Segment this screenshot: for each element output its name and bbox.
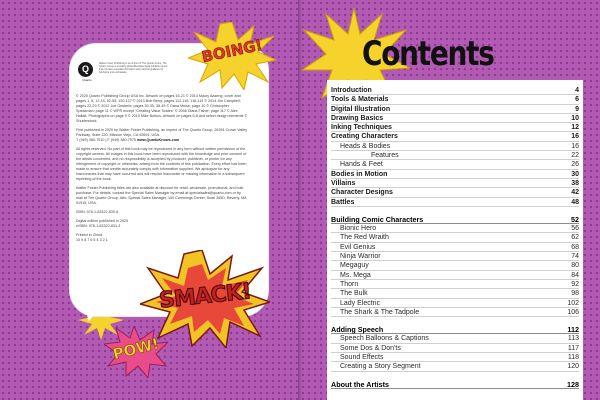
toc-section-heading[interactable]: [331, 380, 579, 389]
toc-item-page: 118: [567, 354, 579, 362]
toc-item-page: 16: [571, 142, 579, 150]
toc-item-title: Thorn: [340, 280, 359, 288]
toc-item-page: 128: [567, 379, 579, 389]
printed-in-text: Printed in China: [76, 233, 103, 237]
toc-item-title: Creating Characters: [331, 133, 398, 141]
boing-sound-effect: [188, 22, 276, 90]
toc-item-title: Building Comic Characters: [331, 214, 424, 224]
toc-item-title: Bionic Hero: [340, 225, 377, 233]
toc-item-title: The Red Wraith: [340, 234, 389, 242]
toc-item-page: 52: [571, 214, 579, 224]
toc-item-title: Sound Effects: [340, 354, 384, 362]
toc-item[interactable]: [331, 170, 579, 179]
toc-item-page: 68: [571, 243, 579, 251]
toc-item-page: 56: [571, 225, 579, 233]
toc-item-title: Heads & Bodies: [340, 142, 391, 150]
toc-section-gap: [331, 372, 579, 380]
toc-item-title: Character Designs: [331, 189, 393, 197]
toc-item-page: 84: [571, 271, 579, 279]
toc-subitem[interactable]: [331, 344, 579, 353]
toc-subitem[interactable]: [331, 308, 579, 317]
toc-item-title: Introduction: [331, 87, 372, 94]
toc-item-page: 38: [571, 179, 579, 187]
copyright-block: [76, 94, 248, 247]
toc-item-title: About the Artists: [331, 379, 390, 389]
digital-edition-text: Digital edition published in 2020: [76, 219, 129, 223]
toc-item-page: 4: [575, 87, 579, 94]
toc-item-page: 117: [567, 344, 579, 352]
toc-item-page: 16: [571, 133, 579, 141]
toc-subitem[interactable]: [331, 334, 579, 343]
toc-item[interactable]: [331, 105, 579, 114]
toc-section-heading[interactable]: [331, 215, 579, 224]
toc-item-title: Features: [371, 152, 399, 160]
toc-item-title: Megaguy: [340, 262, 369, 270]
table-of-contents: [331, 86, 579, 389]
first-published-text: First published in 2020 by Walter Foster Publishing, an imprint of The Quarto Group, 26391 Crown Valley Parkway, Suite 220, Mission Viejo, CA 92691, USA.: [76, 128, 248, 137]
toc-subitem[interactable]: [331, 151, 579, 160]
speech-balloon-tail: [81, 299, 106, 324]
toc-item-title: Creating a Story Segment: [340, 363, 421, 371]
toc-item-title: Ninja Warrior: [340, 253, 381, 261]
toc-item-title: Villains: [331, 179, 356, 187]
toc-item-page: 120: [567, 363, 579, 371]
toc-item-page: 113: [567, 335, 579, 343]
toc-item-title: Adding Speech: [331, 325, 384, 335]
toc-item-title: The Shark & The Tadpole: [340, 308, 420, 316]
quarto-q-icon: Q: [78, 62, 93, 77]
toc-item-page: 98: [571, 290, 579, 298]
toc-item-page: 9: [575, 105, 579, 113]
rights-paragraph: All rights reserved. No part of this book may be reproduced in any form without written permission of the copyright owners. All images in this book have been reproduced with the knowledge and prior consent of the artists concerned, and no responsibility is accepted by producer, publisher, or printer for any infringement of copyright or otherwise, arising from the contents of this publication. Every effort has been made to ensure that credits accurately comply with information supplied. We apologize for any inaccuracies that may have occurred and will resolve inaccurate or missing information in a subsequent reprinting of the book.: [76, 147, 247, 181]
toc-item[interactable]: [331, 123, 579, 132]
publisher-logo-name: Quarto: [82, 78, 92, 82]
toc-item[interactable]: [331, 86, 579, 95]
toc-item-page: 106: [567, 308, 579, 316]
toc-subitem[interactable]: [331, 289, 579, 298]
toc-item-title: Bodies in Motion: [331, 170, 388, 178]
toc-subitem[interactable]: [331, 142, 579, 151]
toc-item-page: 22: [571, 152, 579, 160]
toc-section-gap: [331, 317, 579, 325]
toc-section-gap: [331, 207, 579, 215]
pow-sound-effect: [104, 326, 168, 378]
copyright-paragraph: © 2020 Quarto Publishing Group USA Inc. Artwork on pages 16-21 © 2014 Maury Aaseng; cover and pages 1, 5, 12-15, 52-55, 120-127 © 2013 Bob Berry; pages 112-116, 118-119 © 2014 Jim Campbell; pages 22-29 © 2012 Joe Oesterle; pages 30-35, 38-49 © Dana Muise; page 10 © Christopher Speakman; page 11 © WPR except "Creating Value Scales" © 2006 Diana Fisher; page 117 © Alex Hallatt. Photographs on page 9 © 2010 Mike Butkus. Artwork on pages 6-8 and select design elements © Shutterstock.: [76, 94, 248, 123]
toc-item-title: Ms. Mega: [340, 271, 371, 279]
toc-item-title: Some Dos & Don'ts: [340, 344, 401, 352]
toc-item-page: 112: [567, 325, 579, 335]
toc-item-title: Speech Balloons & Captions: [340, 335, 429, 343]
toc-item-title: Drawing Basics: [331, 114, 384, 122]
toc-item-title: Lady Electric: [340, 299, 381, 307]
isbn-text: ISBN: 978-1-63322-830-6: [76, 210, 119, 214]
toc-item-title: Inking Techniques: [331, 124, 392, 132]
boing-text: BOING!: [200, 35, 264, 67]
toc-subitem[interactable]: [331, 299, 579, 308]
toc-subitem[interactable]: [331, 252, 579, 261]
toc-item[interactable]: [331, 188, 579, 197]
toc-subitem[interactable]: [331, 280, 579, 289]
toc-subitem[interactable]: [331, 261, 579, 270]
toc-subitem[interactable]: [331, 160, 579, 169]
toc-item-page: 74: [571, 253, 579, 261]
toc-item-page: 6: [575, 96, 579, 104]
first-published-paragraph: [76, 128, 248, 143]
toc-item-page: 62: [571, 234, 579, 242]
toc-item-title: Hands & Feet: [340, 161, 383, 169]
toc-item-page: 48: [571, 198, 579, 206]
toc-item[interactable]: [331, 95, 579, 104]
toc-item-page: 42: [571, 189, 579, 197]
toc-item-page: 10: [571, 114, 579, 122]
toc-item-title: Battles: [331, 198, 355, 206]
toc-subitem[interactable]: [331, 362, 579, 371]
toc-subitem[interactable]: [331, 233, 579, 242]
pow-text: POW!: [110, 334, 162, 364]
sales-paragraph: Walter Foster Publishing titles are also available at discount for retail, wholesale, promotional, and bulk purchase. For details, contact the Special Sales Manager by email at specialsales@quarto.com or by mail at The Quarto Group, Attn: Special Sales Manager, 100 Cummings Center, Suite 265D, Beverly, MA 01915, USA.: [76, 186, 247, 205]
toc-item-title: Digital Illustration: [331, 105, 391, 113]
toc-subitem[interactable]: [331, 243, 579, 252]
toc-item-page: 92: [571, 280, 579, 288]
toc-subitem[interactable]: [331, 224, 579, 233]
toc-subitem[interactable]: [331, 271, 579, 280]
website-link[interactable]: www.QuartoKnows.com: [136, 138, 180, 142]
printed-in-paragraph: [76, 233, 248, 243]
smack-text: SMACK!: [157, 279, 253, 314]
toc-item-title: Evil Genius: [340, 243, 376, 251]
toc-item[interactable]: [331, 198, 579, 207]
toc-item-page: 80: [571, 262, 579, 270]
book-spine-shadow: [298, 0, 302, 400]
page-title: Contents: [362, 34, 494, 74]
eisbn-text: eISBN: 978-1-63322-831-3: [76, 224, 121, 228]
toc-item[interactable]: [331, 132, 579, 141]
toc-item-title: Tools & Materials: [331, 96, 389, 104]
toc-item-title: The Bulk: [340, 290, 368, 298]
print-line-text: 10 9 8 7 6 5 4 3 2 1: [76, 238, 108, 242]
toc-item-page: 26: [571, 161, 579, 169]
toc-item-page: 102: [567, 299, 579, 307]
digital-edition-paragraph: [76, 219, 248, 229]
toc-item-page: 30: [571, 170, 579, 178]
toc-subitem[interactable]: [331, 353, 579, 362]
toc-item[interactable]: [331, 179, 579, 188]
toc-item-page: 12: [571, 124, 579, 132]
contact-text: T (949) 380-7510 | F (949) 380-7575: [76, 138, 136, 142]
toc-item[interactable]: [331, 114, 579, 123]
toc-section-heading[interactable]: [331, 325, 579, 334]
publisher-fine-print: Walter Foster Publishing is an imprint of The Quarto Group. The Quarto Group is a leading global illustrated book publisher group that provides essential information and practical guidance for hobbyists and enthusiasts.: [99, 62, 168, 74]
